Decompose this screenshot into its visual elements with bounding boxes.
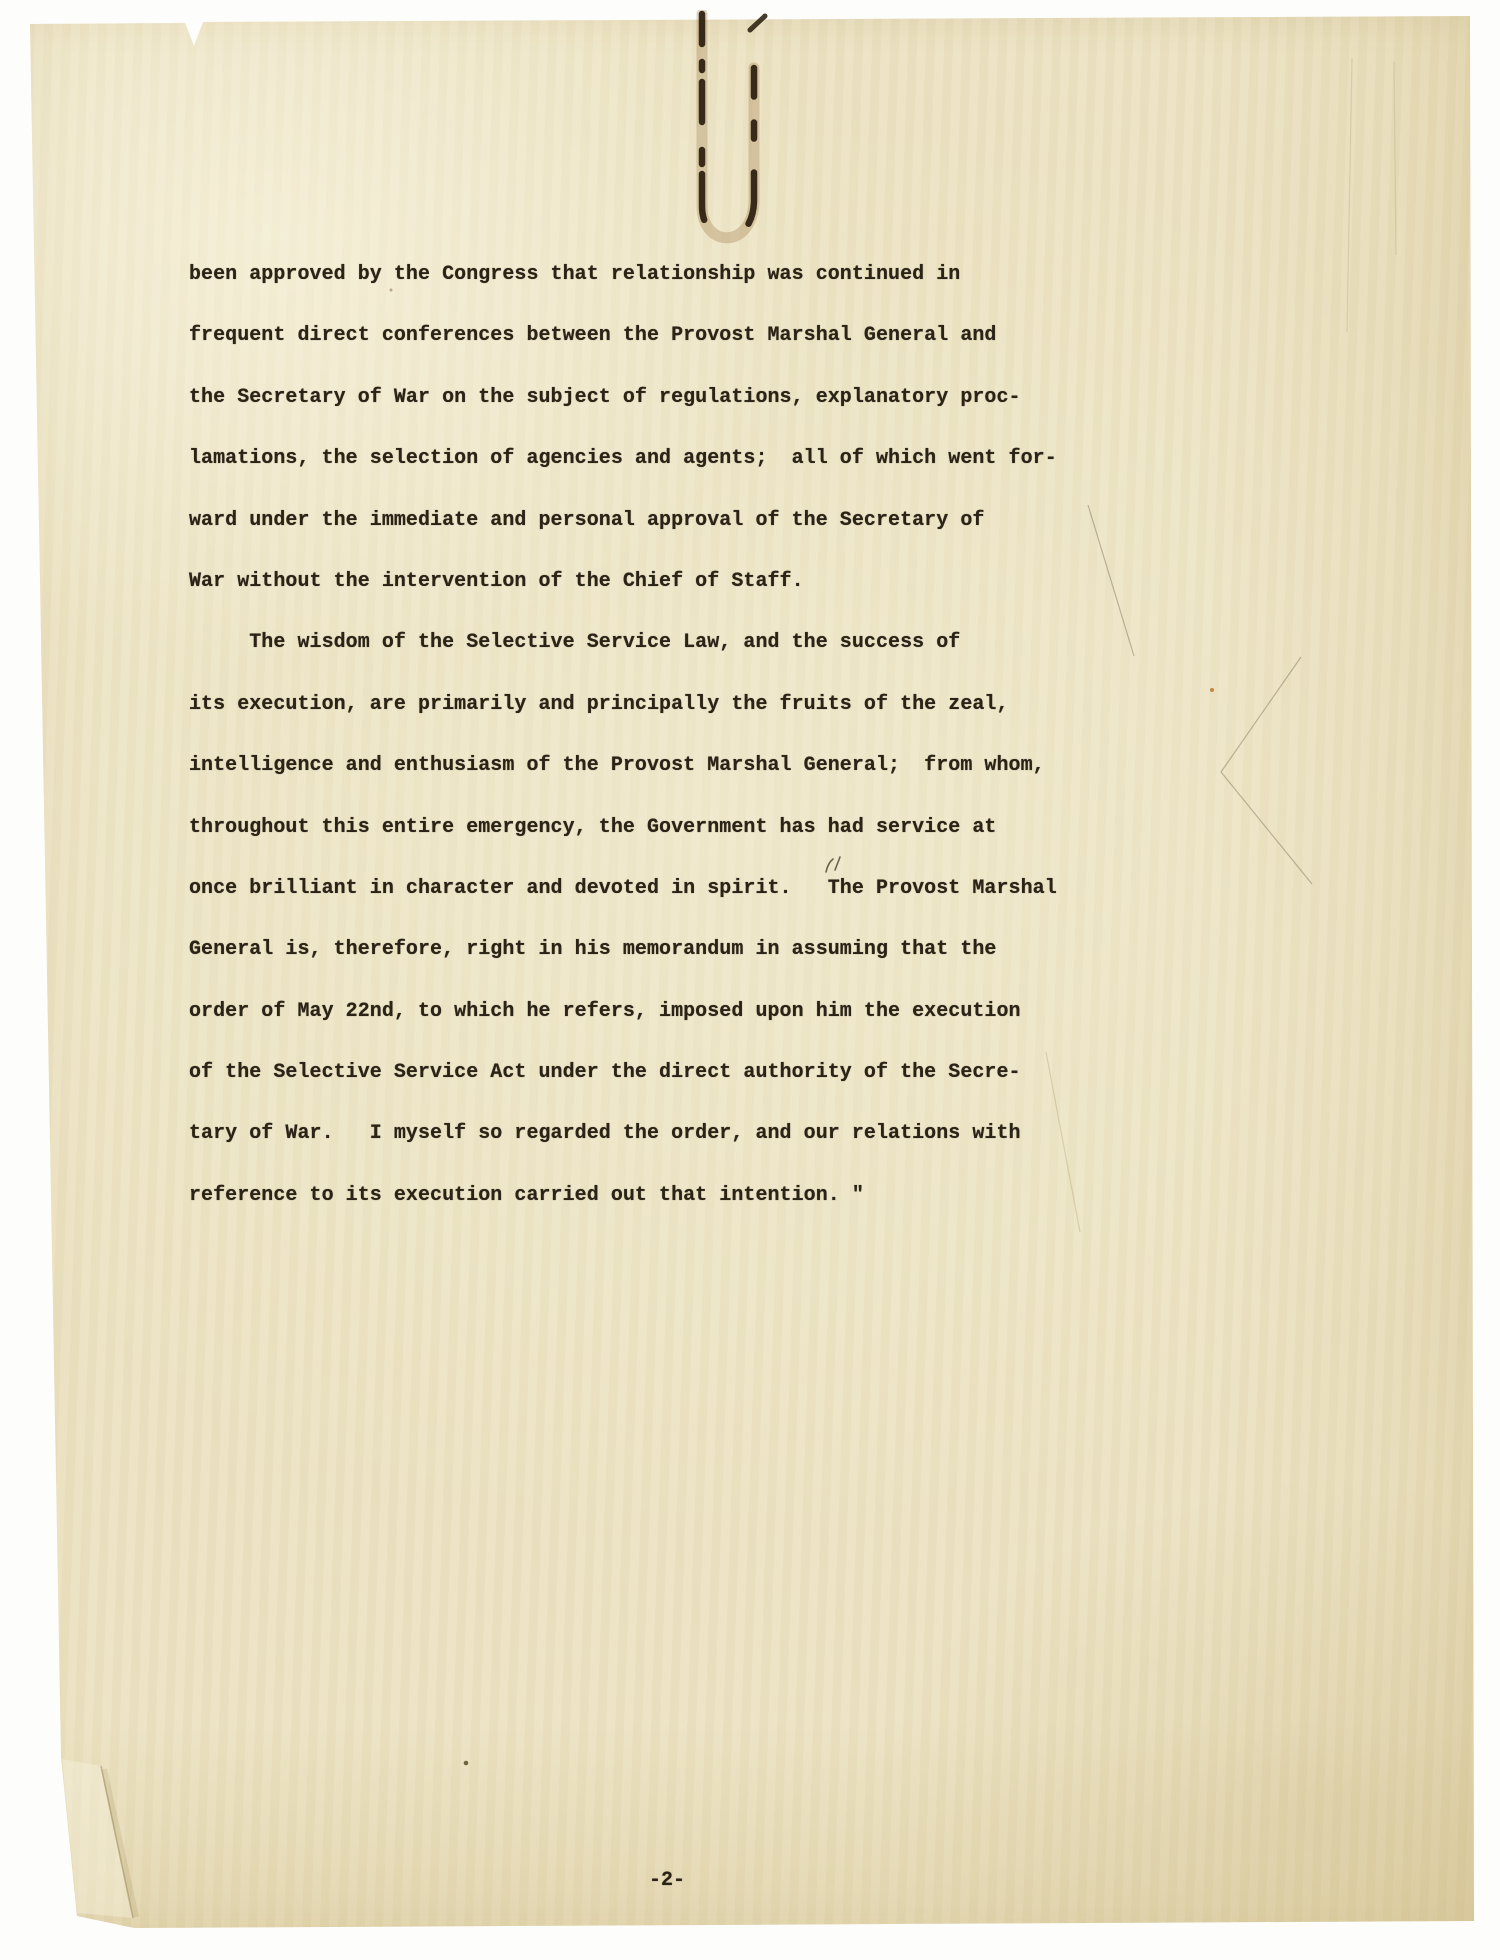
document-text <box>189 244 1057 1226</box>
text-line: once brilliant in character and devoted in spirit. The Provost Marshal <box>189 876 1057 900</box>
text-line: been approved by the Congress that relationship was continued in <box>189 263 961 286</box>
corner-fold <box>62 1759 136 1918</box>
text-line: throughout this entire emergency, the Government has had service at <box>189 815 997 839</box>
text-line: of the Selective Service Act under the direct authority of the Secre- <box>189 1061 1021 1085</box>
text-line: tary of War. I myself so regarded the order, and our relations with <box>189 1122 1021 1146</box>
page-number: -2- <box>649 1869 686 1892</box>
text-line: frequent direct conferences between the Provost Marshal General and <box>189 324 997 348</box>
text-line: its execution, are primarily and principally the fruits of the zeal, <box>189 692 1009 716</box>
text-line: intelligence and enthusiasm of the Provost Marshal General; from whom, <box>189 754 1045 778</box>
crease-line <box>1046 58 1396 1232</box>
text-line: reference to its execution carried out that intention. " <box>189 1183 864 1207</box>
text-line: ward under the immediate and personal approval of the Secretary of <box>189 508 985 532</box>
paperclip-imprint <box>686 10 770 272</box>
text-line: order of May 22nd, to which he refers, imposed upon him the execution <box>189 999 1021 1023</box>
text-line: the Secretary of War on the subject of regulations, explanatory proc- <box>189 385 1021 409</box>
text-line: The wisdom of the Selective Service Law, and the success of <box>189 631 961 655</box>
text-line: lamations, the selection of agencies and agents; all of which went for- <box>189 447 1057 471</box>
text-line: General is, therefore, right in his memorandum in assuming that the <box>189 938 997 962</box>
text-line: War without the intervention of the Chief of Staff. <box>189 569 804 593</box>
